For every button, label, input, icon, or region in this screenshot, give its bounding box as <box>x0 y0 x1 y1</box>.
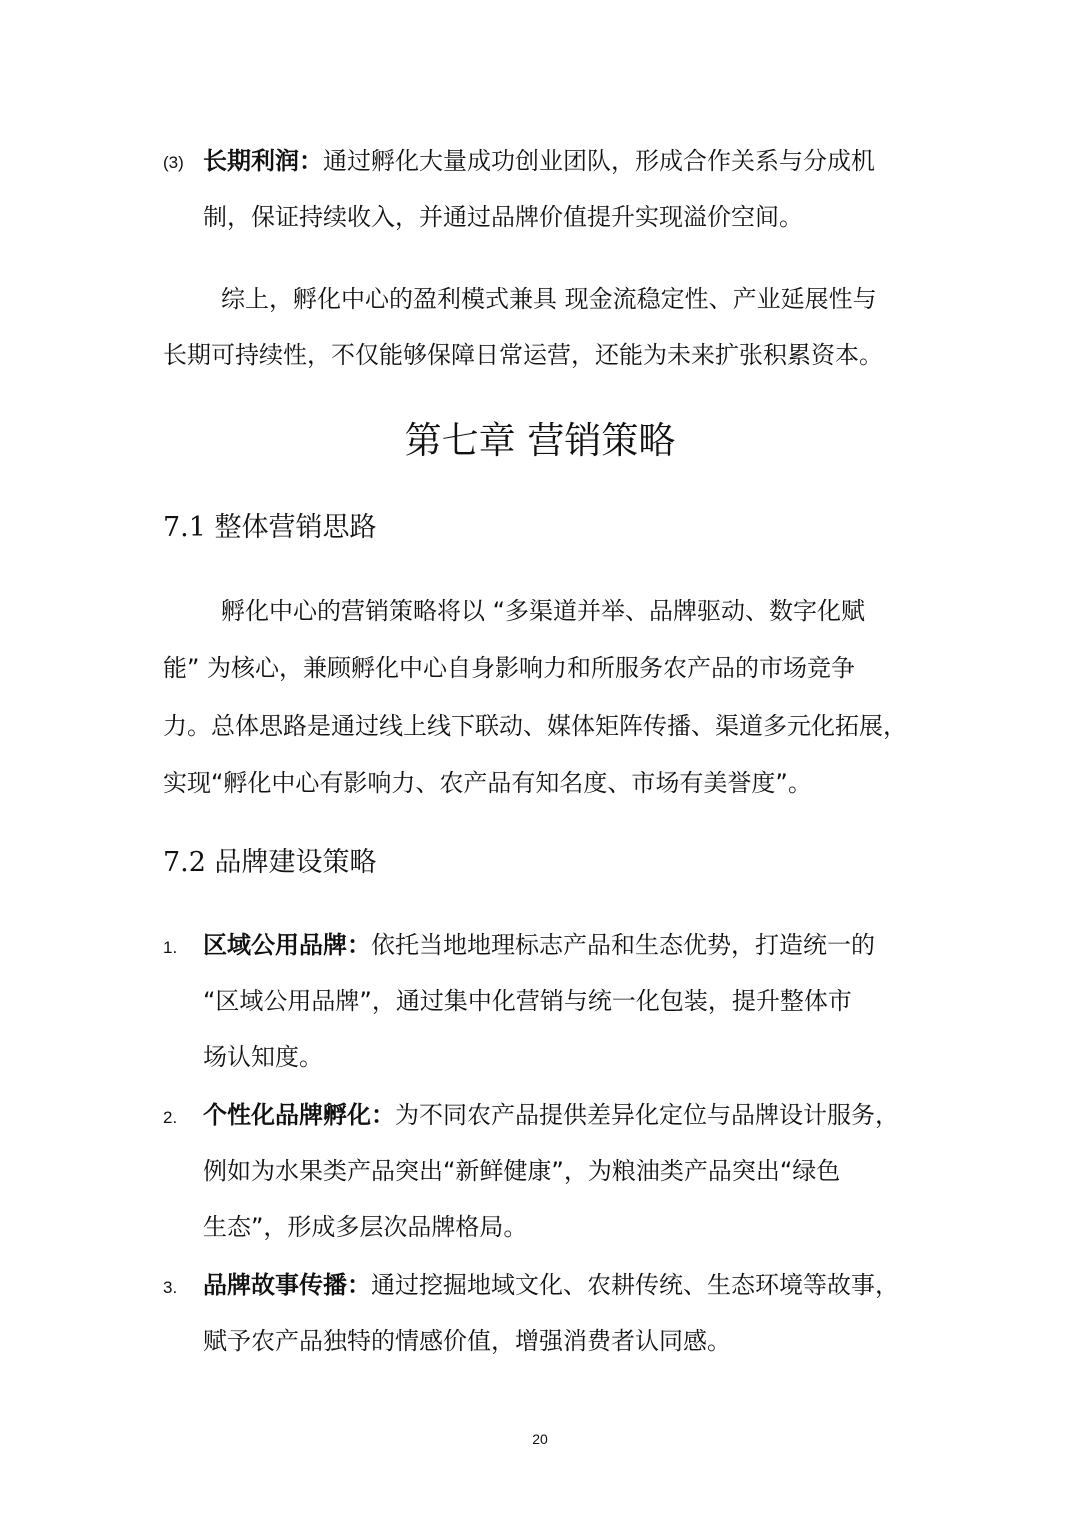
list-item-text: 为不同农产品提供差异化定位与品牌设计服务， <box>395 1101 899 1129</box>
list-item-line: 生态”，形成多层次品牌格局。 <box>203 1213 528 1241</box>
list-item-line: 场认知度。 <box>203 1043 323 1071</box>
list-item-term: 长期利润： <box>203 147 323 175</box>
list-item-text: 通过孵化大量成功创业团队，形成合作关系与分成机 <box>323 147 875 175</box>
list-number: 2. <box>163 1108 178 1127</box>
list-number: (3) <box>163 153 184 172</box>
list-item-text: 依托当地地理标志产品和生态优势，打造统一的 <box>371 931 875 959</box>
list-number: 1. <box>163 938 178 957</box>
paragraph-line: 长期可持续性，不仅能够保障日常运营，还能为未来扩张积累资本。 <box>163 341 883 369</box>
list-item-line: 赋予农产品独特的情感价值，增强消费者认同感。 <box>203 1327 731 1355</box>
section-title: 7.2 品牌建设策略 <box>163 847 377 878</box>
list-item-line <box>203 1100 899 1130</box>
list-item-line: “区域公用品牌”，通过集中化营销与统一化包装，提升整体市 <box>203 987 852 1015</box>
list-item-line <box>203 930 875 960</box>
list-item-text: 通过挖掘地域文化、农耕传统、生态环境等故事， <box>371 1271 899 1299</box>
list-number: 3. <box>163 1278 178 1297</box>
paragraph-line: 实现“孵化中心有影响力、农产品有知名度、市场有美誉度”。 <box>163 769 812 797</box>
chapter-title: 第七章 营销策略 <box>404 419 676 462</box>
list-item-term: 区域公用品牌： <box>203 931 371 959</box>
list-item-line <box>203 1270 899 1300</box>
list-item-term: 个性化品牌孵化： <box>203 1101 395 1129</box>
list-item-line: 制，保证持续收入，并通过品牌价值提升实现溢价空间。 <box>203 203 803 231</box>
paragraph-line: 综上，孵化中心的盈利模式兼具 现金流稳定性、产业延展性与 <box>221 285 877 313</box>
list-item-line: 例如为水果类产品突出“新鲜健康”，为粮油类产品突出“绿色 <box>203 1157 841 1185</box>
list-item-line <box>203 146 875 176</box>
paragraph-line: 力。总体思路是通过线上线下联动、媒体矩阵传播、渠道多元化拓展， <box>163 712 907 740</box>
list-item-term: 品牌故事传播： <box>203 1271 371 1299</box>
paragraph-line: 孵化中心的营销策略将以 “多渠道并举、品牌驱动、数字化赋 <box>221 597 866 625</box>
page-number: 20 <box>532 1431 548 1447</box>
paragraph-line: 能” 为核心，兼顾孵化中心自身影响力和所服务农产品的市场竞争 <box>163 654 856 682</box>
section-title: 7.1 整体营销思路 <box>163 512 377 543</box>
